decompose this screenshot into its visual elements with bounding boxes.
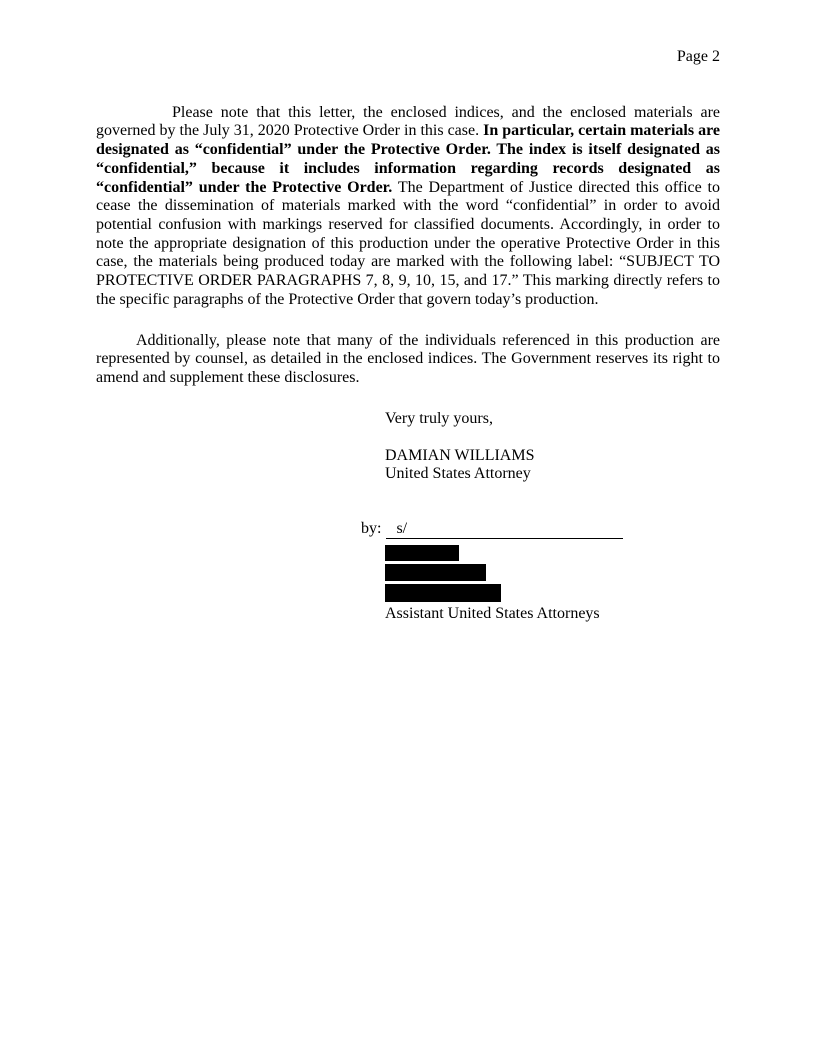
signatory-title: United States Attorney [385, 465, 531, 483]
redaction-bar [385, 584, 501, 602]
paragraph-protective-order [96, 104, 720, 310]
redaction-bar [385, 564, 486, 581]
redacted-names [385, 545, 720, 602]
signature-block [96, 410, 720, 624]
signatory-role: Assistant United States Attorneys [385, 604, 600, 622]
by-label: by: [361, 519, 382, 537]
closing-salutation: Very truly yours, [385, 409, 493, 427]
signature-line [361, 520, 720, 539]
paragraph-counsel-notice: Additionally, please note that many of the individuals referenced in this production are represented by counsel, as detailed in the enclosed indices. The Government reserves its right to amend and supplement these disclosures. [96, 331, 720, 387]
redaction-bar [385, 545, 459, 561]
signature-s-mark: s/ [396, 519, 408, 537]
paragraph-protective-order-text-start: Please note that this letter, the enclosed indices, and the enclosed materials are governed by the July 31, 2020 Protective Order in this case. [96, 103, 720, 140]
signatory-identity [385, 447, 720, 484]
paragraph-protective-order-text-end: The Department of Justice directed this office to cease the dissemination of materials marked with the word “confidential” in order to avoid potential confusion with markings reserved for classified documents. Accordingly, in order to note the appropriate designation of this production under the operative Protective Order in this case, the materials being produced today are marked with the following label: “SUBJECT TO PROTECTIVE ORDER PARAGRAPHS 7, 8, 9, 10, 15, and 17.” This marking directly refers to the specific paragraphs of the Protective Order that govern today’s production. [96, 178, 721, 308]
paragraph-protective-order-bold: In particular, certain materials are designated as “confidential” under the Protective Order. The index is itself designated as “confidential,” because it includes information regarding records designated as “confidential” under the Protective Order. [96, 122, 721, 196]
signatory-name: DAMIAN WILLIAMS [385, 446, 535, 464]
signature-rule [386, 521, 623, 539]
page-number: Page 2 [676, 48, 720, 65]
